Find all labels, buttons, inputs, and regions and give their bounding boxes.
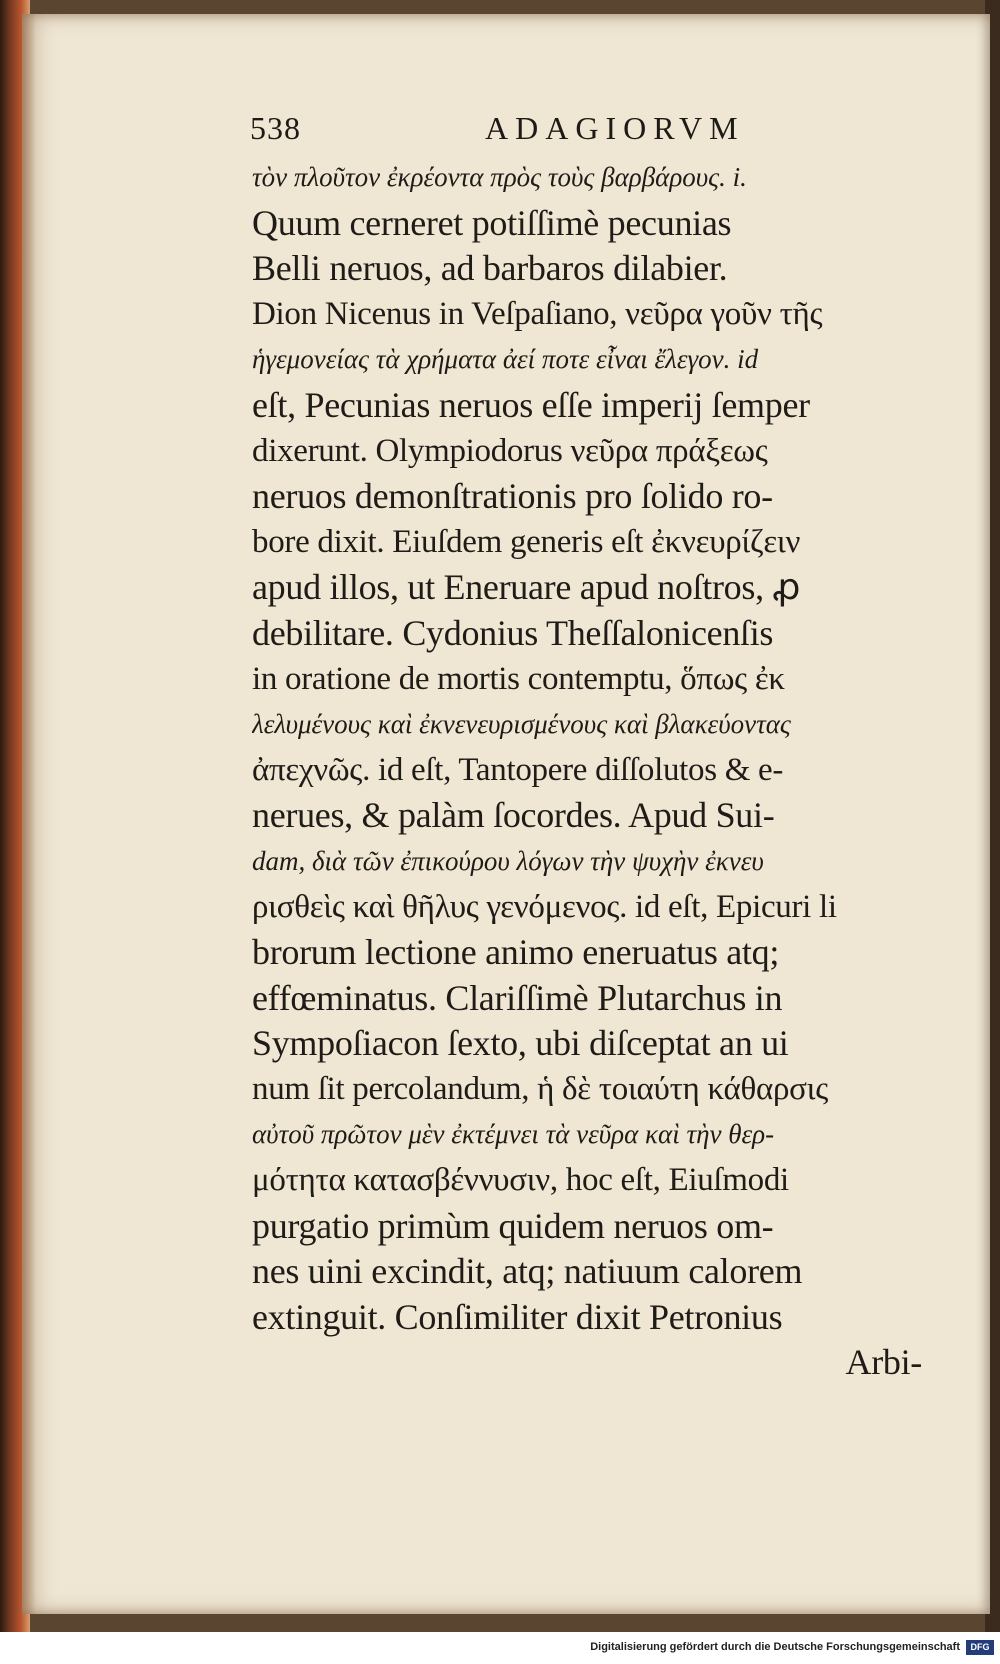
text-line: ἀπεχνῶς. id eſt, Tantopere diſſolutos & e-	[252, 751, 784, 788]
page-header	[250, 110, 770, 150]
text-line: nes uini excindit, atq; natiuum calorem	[252, 1251, 803, 1292]
text-line: dam, διὰ τῶν ἐπικούρου λόγων τὴν ψυχὴν ἐκνευ	[252, 845, 764, 876]
catchword: Arbi-	[845, 1342, 922, 1383]
text-line: neruos demonſtrationis pro ſolido ro-	[252, 476, 773, 517]
text-line: debilitare. Cydonius Theſſalonicenſis	[252, 612, 774, 653]
text-line: brorum lectione animo eneruatus atq;	[252, 932, 780, 973]
text-line: bore dixit. Eiuſdem generis eſt ἐκνευρίζειν	[252, 523, 801, 560]
text-line: extinguit. Conſimiliter dixit Petronius	[252, 1296, 783, 1337]
text-line: effœminatus. Clariſſimè Plutarchus in	[252, 977, 783, 1018]
text-line: purgatio primùm quidem neruos om-	[252, 1205, 774, 1246]
text-line: in oratione de mortis contemptu, ὅπως ἐκ	[252, 660, 785, 697]
text-line: λελυμένους καὶ ἐκνενευρισμένους καὶ βλακεύοντας	[252, 709, 791, 740]
text-line: num ſit percolandum, ἡ δὲ τοιαύτη κάθαρσις	[252, 1070, 828, 1107]
text-line: Belli neruos, ad barbaros dilabier.	[252, 248, 728, 289]
text-line: Dion Nicenus in Veſpaſiano, νεῦρα γοῦν τῆς	[252, 295, 823, 332]
text-line: Sympoſiacon ſexto, ubi diſceptat an ui	[252, 1023, 789, 1064]
text-line: nerues, & palàm ſocordes. Apud Sui-	[252, 795, 775, 836]
text-block	[252, 155, 922, 1386]
text-line: τὸν πλοῦτον ἐκρέοντα πρὸς τοὺς βαρβάρους. i.	[252, 162, 747, 192]
page-number: 538	[250, 110, 301, 146]
footer-bar	[0, 1632, 1000, 1664]
text-line: dixerunt. Olympiodorus νεῦρα πράξεως	[252, 432, 768, 469]
page-gutter-shadow	[22, 14, 36, 1614]
text-line: αὐτοῦ πρῶτον μὲν ἐκτέμνει τὰ νεῦρα καὶ τὴν θερ-	[252, 1119, 775, 1150]
footer-credit: Digitalisierung gefördert durch die Deutsche Forschungsgemeinschaft	[590, 1641, 960, 1653]
text-line: μότητα κατασβέννυσιν, hoc eſt, Eiuſmodi	[252, 1162, 789, 1199]
dfg-logo: DFG	[966, 1640, 994, 1655]
text-line: ἡγεμονείας τὰ χρήματα ἀεί ποτε εἶναι ἔλεγον. id	[252, 344, 759, 375]
text-line: Quum cerneret potiſſimè pecunias	[252, 202, 732, 243]
text-line: eſt, Pecunias neruos eſſe imperij ſemper	[252, 384, 810, 425]
text-line: ρισθεὶς καὶ θῆλυς γενόμενος. id eſt, Epicuri li	[252, 888, 837, 925]
text-line: apud illos, ut Eneruare apud noſtros, ꝓ	[252, 567, 801, 608]
running-title: ADAGIORVM	[485, 110, 745, 146]
